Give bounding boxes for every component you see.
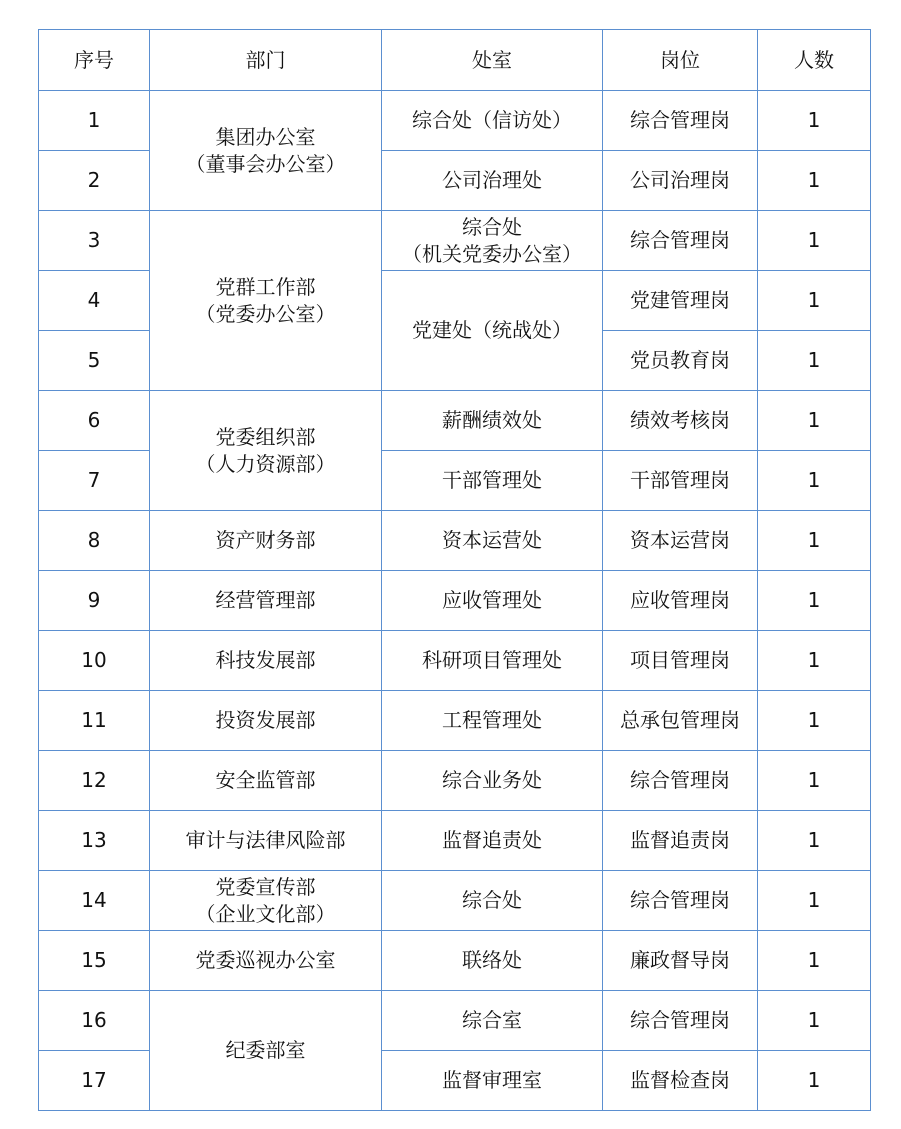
cell-no: 16 [39, 991, 150, 1051]
cell-count: 1 [758, 391, 871, 451]
header-cell-post: 岗位 [603, 30, 758, 91]
cell-office: 工程管理处 [382, 691, 603, 751]
table-row [39, 91, 871, 151]
cell-no: 5 [39, 331, 150, 391]
cell-no: 1 [39, 91, 150, 151]
cell-post: 总承包管理岗 [603, 691, 758, 751]
cell-dept: 经营管理部 [150, 571, 382, 631]
table-row [39, 511, 871, 571]
cell-no: 12 [39, 751, 150, 811]
cell-post: 综合管理岗 [603, 91, 758, 151]
cell-no: 2 [39, 151, 150, 211]
cell-count: 1 [758, 811, 871, 871]
cell-dept: 安全监管部 [150, 751, 382, 811]
cell-dept: 投资发展部 [150, 691, 382, 751]
cell-count: 1 [758, 571, 871, 631]
positions-table-wrapper [38, 29, 871, 1111]
cell-office: 公司治理处 [382, 151, 603, 211]
cell-no: 6 [39, 391, 150, 451]
cell-count: 1 [758, 631, 871, 691]
cell-office: 薪酬绩效处 [382, 391, 603, 451]
cell-count: 1 [758, 271, 871, 331]
cell-count: 1 [758, 691, 871, 751]
cell-post: 应收管理岗 [603, 571, 758, 631]
cell-post: 绩效考核岗 [603, 391, 758, 451]
cell-count: 1 [758, 331, 871, 391]
table-row [39, 991, 871, 1051]
table-row [39, 691, 871, 751]
cell-office: 联络处 [382, 931, 603, 991]
header-cell-no: 序号 [39, 30, 150, 91]
cell-dept: 党委宣传部 （企业文化部） [150, 871, 382, 931]
table-row [39, 631, 871, 691]
table-row [39, 571, 871, 631]
cell-dept: 党群工作部 （党委办公室） [150, 211, 382, 391]
cell-dept: 党委巡视办公室 [150, 931, 382, 991]
cell-no: 15 [39, 931, 150, 991]
cell-office: 党建处（统战处） [382, 271, 603, 391]
cell-dept: 审计与法律风险部 [150, 811, 382, 871]
cell-post: 综合管理岗 [603, 871, 758, 931]
cell-post: 干部管理岗 [603, 451, 758, 511]
cell-no: 7 [39, 451, 150, 511]
cell-post: 监督追责岗 [603, 811, 758, 871]
table-row [39, 871, 871, 931]
cell-dept: 集团办公室 （董事会办公室） [150, 91, 382, 211]
cell-post: 党建管理岗 [603, 271, 758, 331]
cell-count: 1 [758, 1051, 871, 1111]
cell-post: 公司治理岗 [603, 151, 758, 211]
table-row [39, 751, 871, 811]
cell-count: 1 [758, 751, 871, 811]
cell-no: 4 [39, 271, 150, 331]
cell-no: 9 [39, 571, 150, 631]
cell-office: 综合处 （机关党委办公室） [382, 211, 603, 271]
table-row [39, 811, 871, 871]
cell-no: 13 [39, 811, 150, 871]
cell-post: 项目管理岗 [603, 631, 758, 691]
cell-office: 干部管理处 [382, 451, 603, 511]
cell-post: 党员教育岗 [603, 331, 758, 391]
cell-post: 综合管理岗 [603, 991, 758, 1051]
positions-table [38, 29, 871, 1111]
header-cell-count: 人数 [758, 30, 871, 91]
cell-no: 14 [39, 871, 150, 931]
cell-post: 监督检查岗 [603, 1051, 758, 1111]
cell-count: 1 [758, 91, 871, 151]
cell-no: 10 [39, 631, 150, 691]
cell-post: 综合管理岗 [603, 751, 758, 811]
cell-no: 3 [39, 211, 150, 271]
cell-count: 1 [758, 511, 871, 571]
header-cell-office: 处室 [382, 30, 603, 91]
cell-office: 综合处 [382, 871, 603, 931]
header-row [39, 30, 871, 91]
table-row [39, 391, 871, 451]
cell-office: 监督审理室 [382, 1051, 603, 1111]
cell-no: 11 [39, 691, 150, 751]
cell-office: 监督追责处 [382, 811, 603, 871]
cell-count: 1 [758, 151, 871, 211]
cell-office: 资本运营处 [382, 511, 603, 571]
table-row [39, 211, 871, 271]
table-row [39, 931, 871, 991]
cell-dept: 科技发展部 [150, 631, 382, 691]
cell-dept: 纪委部室 [150, 991, 382, 1111]
cell-office: 综合业务处 [382, 751, 603, 811]
cell-count: 1 [758, 991, 871, 1051]
cell-office: 应收管理处 [382, 571, 603, 631]
cell-count: 1 [758, 871, 871, 931]
cell-post: 综合管理岗 [603, 211, 758, 271]
cell-office: 综合室 [382, 991, 603, 1051]
cell-count: 1 [758, 931, 871, 991]
cell-post: 廉政督导岗 [603, 931, 758, 991]
cell-count: 1 [758, 451, 871, 511]
cell-dept: 资产财务部 [150, 511, 382, 571]
cell-no: 8 [39, 511, 150, 571]
cell-office: 科研项目管理处 [382, 631, 603, 691]
cell-count: 1 [758, 211, 871, 271]
header-cell-dept: 部门 [150, 30, 382, 91]
cell-no: 17 [39, 1051, 150, 1111]
cell-dept: 党委组织部 （人力资源部） [150, 391, 382, 511]
cell-post: 资本运营岗 [603, 511, 758, 571]
cell-office: 综合处（信访处） [382, 91, 603, 151]
